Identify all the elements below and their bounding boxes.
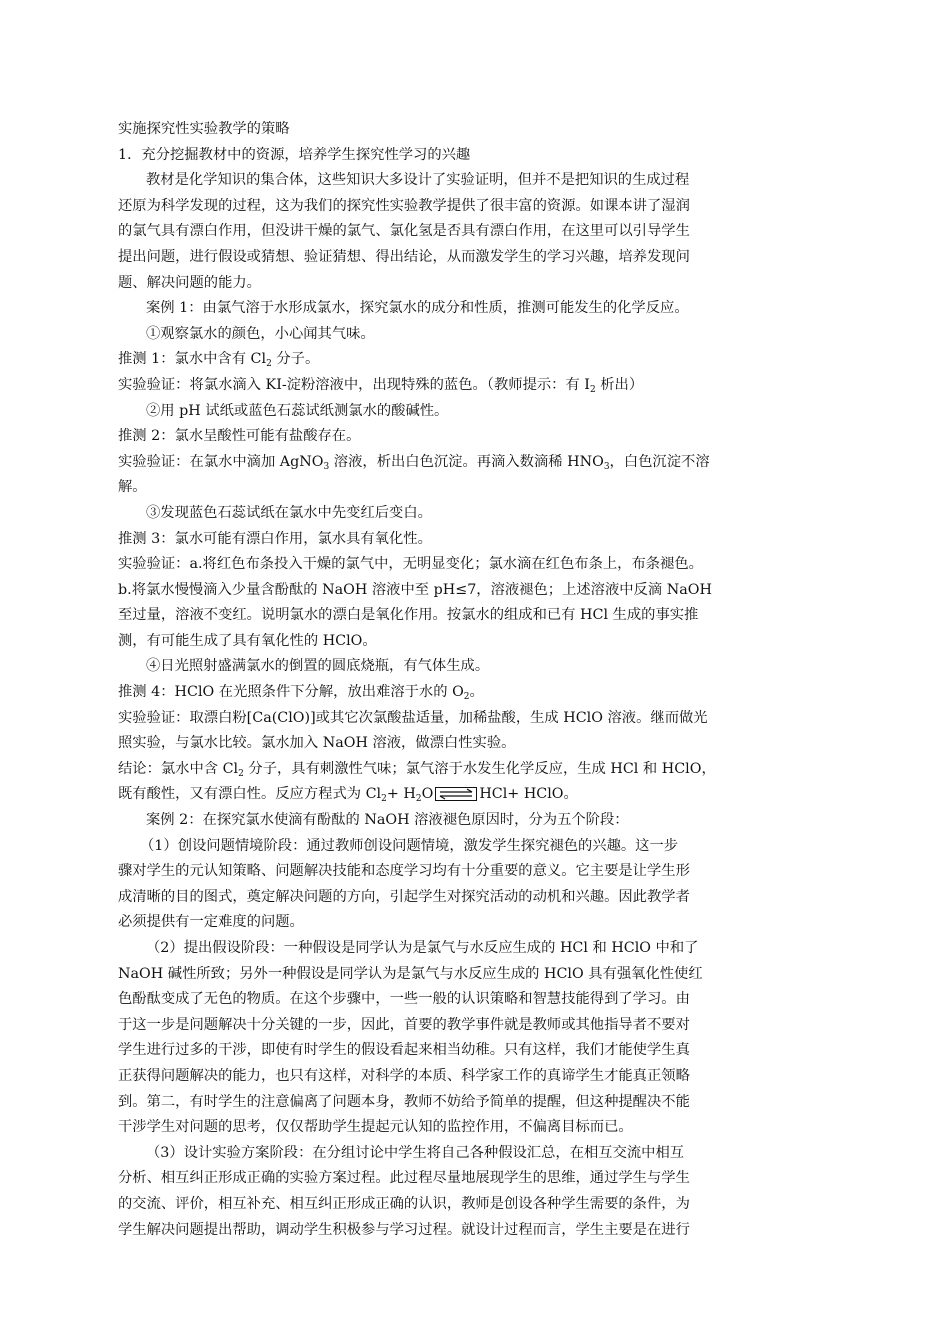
paragraph-line: 骤对学生的元认知策略、问题解决技能和态度学习均有十分重要的意义。它主要是让学生形: [118, 863, 690, 880]
verification-line: 实验验证：将氯水滴入 KI-淀粉溶液中，出现特殊的蓝色。（教师提示：有 $I_2$ 析出）: [118, 376, 644, 395]
paragraph-line: 必须提供有一定难度的问题。: [118, 914, 304, 931]
verification-line: 至过量，溶液不变红。说明氯水的漂白是氧化作用。按氯水的组成和已有 HCl 生成的事实推: [118, 607, 699, 624]
paragraph-line: 题、解决问题的能力。: [118, 274, 261, 291]
paragraph-line: 教材是化学知识的集合体，这些知识大多设计了实验证明，但并不是把知识的生成过程: [146, 172, 690, 189]
observation-step: ②用 pH 试纸或蓝色石蕊试纸测氯水的酸碱性。: [146, 402, 449, 419]
paragraph-line: 的氯气具有漂白作用，但没讲干燥的氯气、氯化氢是否具有漂白作用，在这里可以引导学生: [118, 223, 690, 240]
verification-line: 实验验证：a.将红色布条投入干燥的氯气中，无明显变化；氯水滴在红色布条上，布条褪色。: [118, 556, 703, 573]
observation-step: ①观察氯水的颜色，小心闻其气味。: [146, 325, 375, 342]
paragraph-line: 还原为科学发现的过程，这为我们的探究性实验教学提供了很丰富的资源。如课本讲了湿润: [118, 197, 690, 214]
paragraph-line: 于这一步是问题解决十分关键的一步，因此，首要的教学事件就是教师或其他指导者不要对: [118, 1016, 690, 1033]
paragraph-line: 正获得问题解决的能力，也只有这样，对科学的本质、科学家工作的真谛学生才能真正领略: [118, 1067, 690, 1084]
case-2: [118, 808, 808, 1243]
stage-paragraph: [118, 834, 808, 936]
stage-paragraph: [118, 1141, 808, 1243]
paragraph-line: 学生解决问题提出帮助，调动学生积极参与学习过程。就设计过程而言，学生主要是在进行: [118, 1221, 690, 1238]
paragraph-line: 成清晰的目的图式，奠定解决问题的方向，引起学生对探究活动的动机和兴趣。因此教学者: [118, 888, 690, 905]
verification-line: 实验验证：在氯水中滴加 AgNO$_3$ 溶液，析出白色沉淀。再滴入数滴稀 $HNO_3$，白色沉淀不溶: [118, 453, 710, 472]
paragraph-line: 色酚酞变成了无色的物质。在这个步骤中，一些一般的认识策略和智慧技能得到了学习。由: [118, 991, 690, 1008]
verification-line: 实验验证：取漂白粉[Ca(ClO)]或其它次氯酸盐适量，加稀盐酸，生成 HClO 溶液。继而做光: [118, 709, 708, 726]
conclusion-line: 既有酸性，又有漂白性。反应方程式为 $Cl_2+ H_2O$ HCl+ HClO。: [118, 786, 578, 805]
paragraph-line: 干涉学生对问题的思考，仅仅帮助学生提起元认知的监控作用，不偏离目标而已。: [118, 1119, 633, 1136]
document-title: 实施探究性实验教学的策略: [118, 121, 290, 137]
case-heading: 案例 1：由氯气溶于水形成氯水，探究氯水的成分和性质，推测可能发生的化学反应。: [146, 300, 689, 317]
observation-step: ④日光照射盛满氯水的倒置的圆底烧瓶，有气体生成。: [146, 658, 490, 675]
reversible-arrow-icon: [435, 787, 477, 801]
paragraph-line: （3）设计实验方案阶段：在分组讨论中学生将自己各种假设汇总，在相互交流中相互: [146, 1144, 685, 1161]
hypothesis-line: 推测 4：HClO 在光照条件下分解，放出难溶于水的 $O_2$。: [118, 684, 484, 703]
verification-line: b.将氯水慢慢滴入少量含酚酞的 NaOH 溶液中至 pH≤7，溶液褪色；上述溶液中反滴 NaOH: [118, 581, 712, 598]
verification-line: 解。: [118, 479, 147, 496]
observation-step: ③发现蓝色石蕊试纸在氯水中先变红后变白。: [146, 504, 432, 521]
case-heading: 案例 2：在探究氯水使滴有酚酞的 NaOH 溶液褪色原因时，分为五个阶段：: [146, 812, 629, 829]
paragraph-line: 分析、相互纠正形成正确的实验方案过程。此过程尽量地展现学生的思维，通过学生与学生: [118, 1170, 690, 1187]
hypothesis-line: 推测 1：氯水中含有 $Cl_2$ 分子。: [118, 351, 320, 370]
paragraph-line: NaOH 碱性所致；另外一种假设是同学认为是氯气与水反应生成的 HClO 具有强氧化性使红: [118, 965, 703, 982]
section-heading: 1．充分挖掘教材中的资源，培养学生探究性学习的兴趣: [118, 146, 471, 163]
paragraph-line: 学生进行过多的干涉，即使有时学生的假设看起来相当幼稚。只有这样，我们才能使学生真: [118, 1042, 690, 1059]
paragraph-line: 到。第二，有时学生的注意偏离了问题本身，教师不妨给予简单的提醒，但这种提醒决不能: [118, 1093, 690, 1110]
case-1: [118, 296, 808, 808]
stage-paragraph: [118, 936, 808, 1141]
hypothesis-line: 推测 2：氯水呈酸性可能有盐酸存在。: [118, 428, 361, 445]
document-body: [118, 117, 808, 1243]
verification-line: 测，有可能生成了具有氧化性的 HClO。: [118, 632, 377, 649]
hypothesis-line: 推测 3：氯水可能有漂白作用，氯水具有氧化性。: [118, 530, 432, 547]
paragraph-line: 提出问题，进行假设或猜想、验证猜想、得出结论，从而激发学生的学习兴趣，培养发现问: [118, 248, 690, 265]
conclusion-line: 结论：氯水中含 $Cl_2$ 分子，具有刺激性气味；氯气溶于水发生化学反应，生成 HCl 和 HClO，: [118, 760, 716, 779]
intro-paragraph: [118, 168, 808, 296]
paragraph-line: 的交流、评价，相互补充、相互纠正形成正确的认识，教师是创设各种学生需要的条件，为: [118, 1195, 690, 1212]
paragraph-line: （2）提出假设阶段：一种假设是同学认为是氯气与水反应生成的 HCl 和 HClO 中和了: [146, 940, 699, 956]
paragraph-line: （1）创设问题情境阶段：通过教师创设问题情境，激发学生探究褪色的兴趣。这一步: [140, 837, 679, 854]
verification-line: 照实验，与氯水比较。氯水加入 NaOH 溶液，做漂白性实验。: [118, 735, 516, 752]
